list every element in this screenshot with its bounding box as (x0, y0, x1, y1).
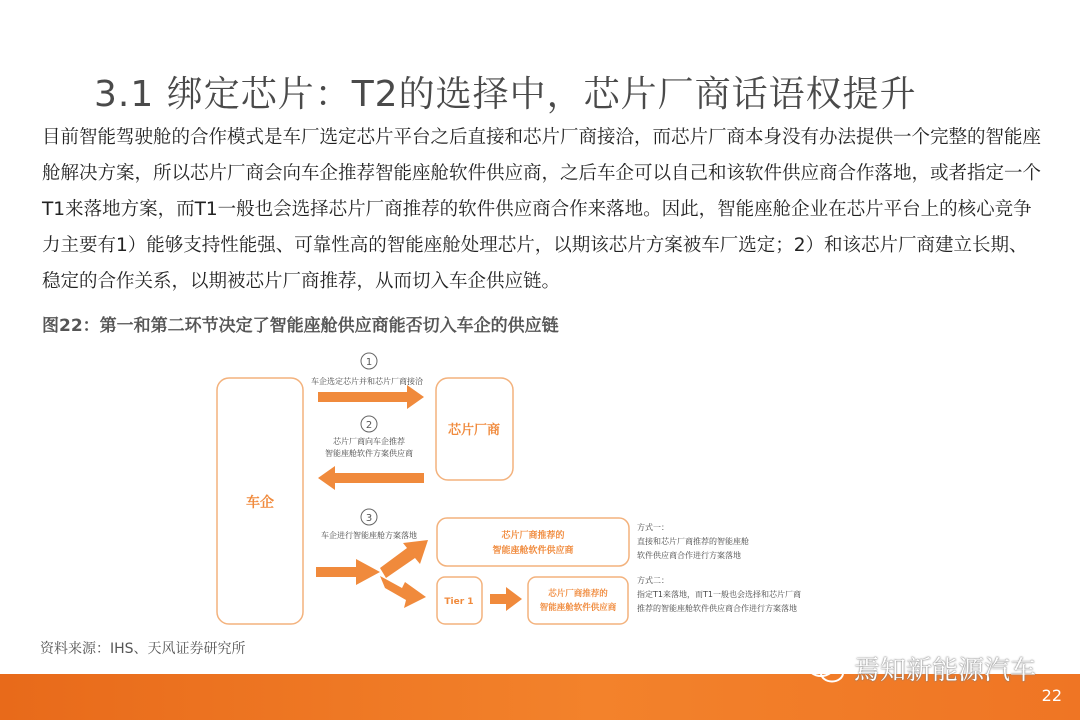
watermark (806, 650, 1036, 687)
step-3-arrow-main (316, 559, 380, 585)
step-3-label: 车企进行智能座舱方案落地 (321, 531, 417, 540)
chip-vendor-label: 芯片厂商 (447, 423, 501, 438)
method2-title: 方式二： (637, 576, 669, 585)
method2-line2: 推荐的智能座舱软件供应商合作进行方案落地 (637, 604, 797, 613)
supplier-direct-line2: 智能座舱软件供应商 (492, 546, 574, 556)
step-2-label-line2: 智能座舱软件方案供应商 (325, 449, 413, 458)
source-note: 资料来源：IHS、天风证券研究所 (40, 641, 246, 657)
step-1-number: 1 (365, 357, 373, 368)
figure-caption: 图22：第一和第二环节决定了智能座舱供应商能否切入车企的供应链 (42, 316, 559, 336)
step-2-number: 2 (365, 420, 373, 431)
step-2-label-line1: 芯片厂商向车企推荐 (333, 437, 405, 446)
step-3-arrow-down (380, 576, 426, 608)
supplier-via-t1-box (528, 577, 628, 624)
method1-line1: 直接和芯片厂商推荐的智能座舱 (637, 537, 749, 546)
step-2-arrow-left (318, 466, 424, 490)
step-1-label: 车企选定芯片并和芯片厂商接洽 (311, 377, 423, 386)
step-1-arrow-right (318, 385, 424, 409)
method1-title: 方式一： (637, 523, 669, 532)
body-paragraph: 目前智能驾驶舱的合作模式是车厂选定芯片平台之后直接和芯片厂商接洽，而芯片厂商本身没有办法提供一个完整的智能座舱解决方案，所以芯片厂商会向车企推荐智能座舱软件供应商，之后车企可以自己和该软件供应商合作落地，或者指定一个T1来落地方案，而T1一般也会选择芯片厂商推荐的软件供应商合作来落地。因此，智能座舱企业在芯片平台上的核心竞争力主要有1）能够支持性能强、可靠性高的智能座舱处理芯片，以期该芯片方案被车厂选定；2）和该芯片厂商建立长期、稳定的合作关系，以期被芯片厂商推荐，从而切入车企供应链。 (42, 127, 1042, 292)
automaker-label: 车企 (246, 495, 274, 511)
tier1-arrow (490, 587, 522, 611)
page-number: 22 (1041, 686, 1062, 705)
tier1-label: Tier 1 (444, 597, 474, 607)
step-3-number: 3 (365, 513, 373, 524)
slide-title: 3.1 绑定芯片：T2的选择中，芯片厂商话语权提升 (94, 74, 917, 115)
supplier-via-t1-line2: 智能座舱软件供应商 (539, 603, 617, 613)
supplier-via-t1-line1: 芯片厂商推荐的 (548, 589, 608, 599)
supplier-direct-line1: 芯片厂商推荐的 (501, 531, 565, 541)
method2-line1: 指定T1来落地，而T1一般也会选择和芯片厂商 (637, 590, 801, 599)
watermark-text: 焉知新能源汽车 (854, 656, 1037, 686)
method1-line2: 软件供应商合作进行方案落地 (637, 551, 741, 560)
step-3-arrow-up (380, 540, 428, 578)
wechat-icon (806, 653, 846, 685)
supplier-direct-box (437, 518, 629, 566)
